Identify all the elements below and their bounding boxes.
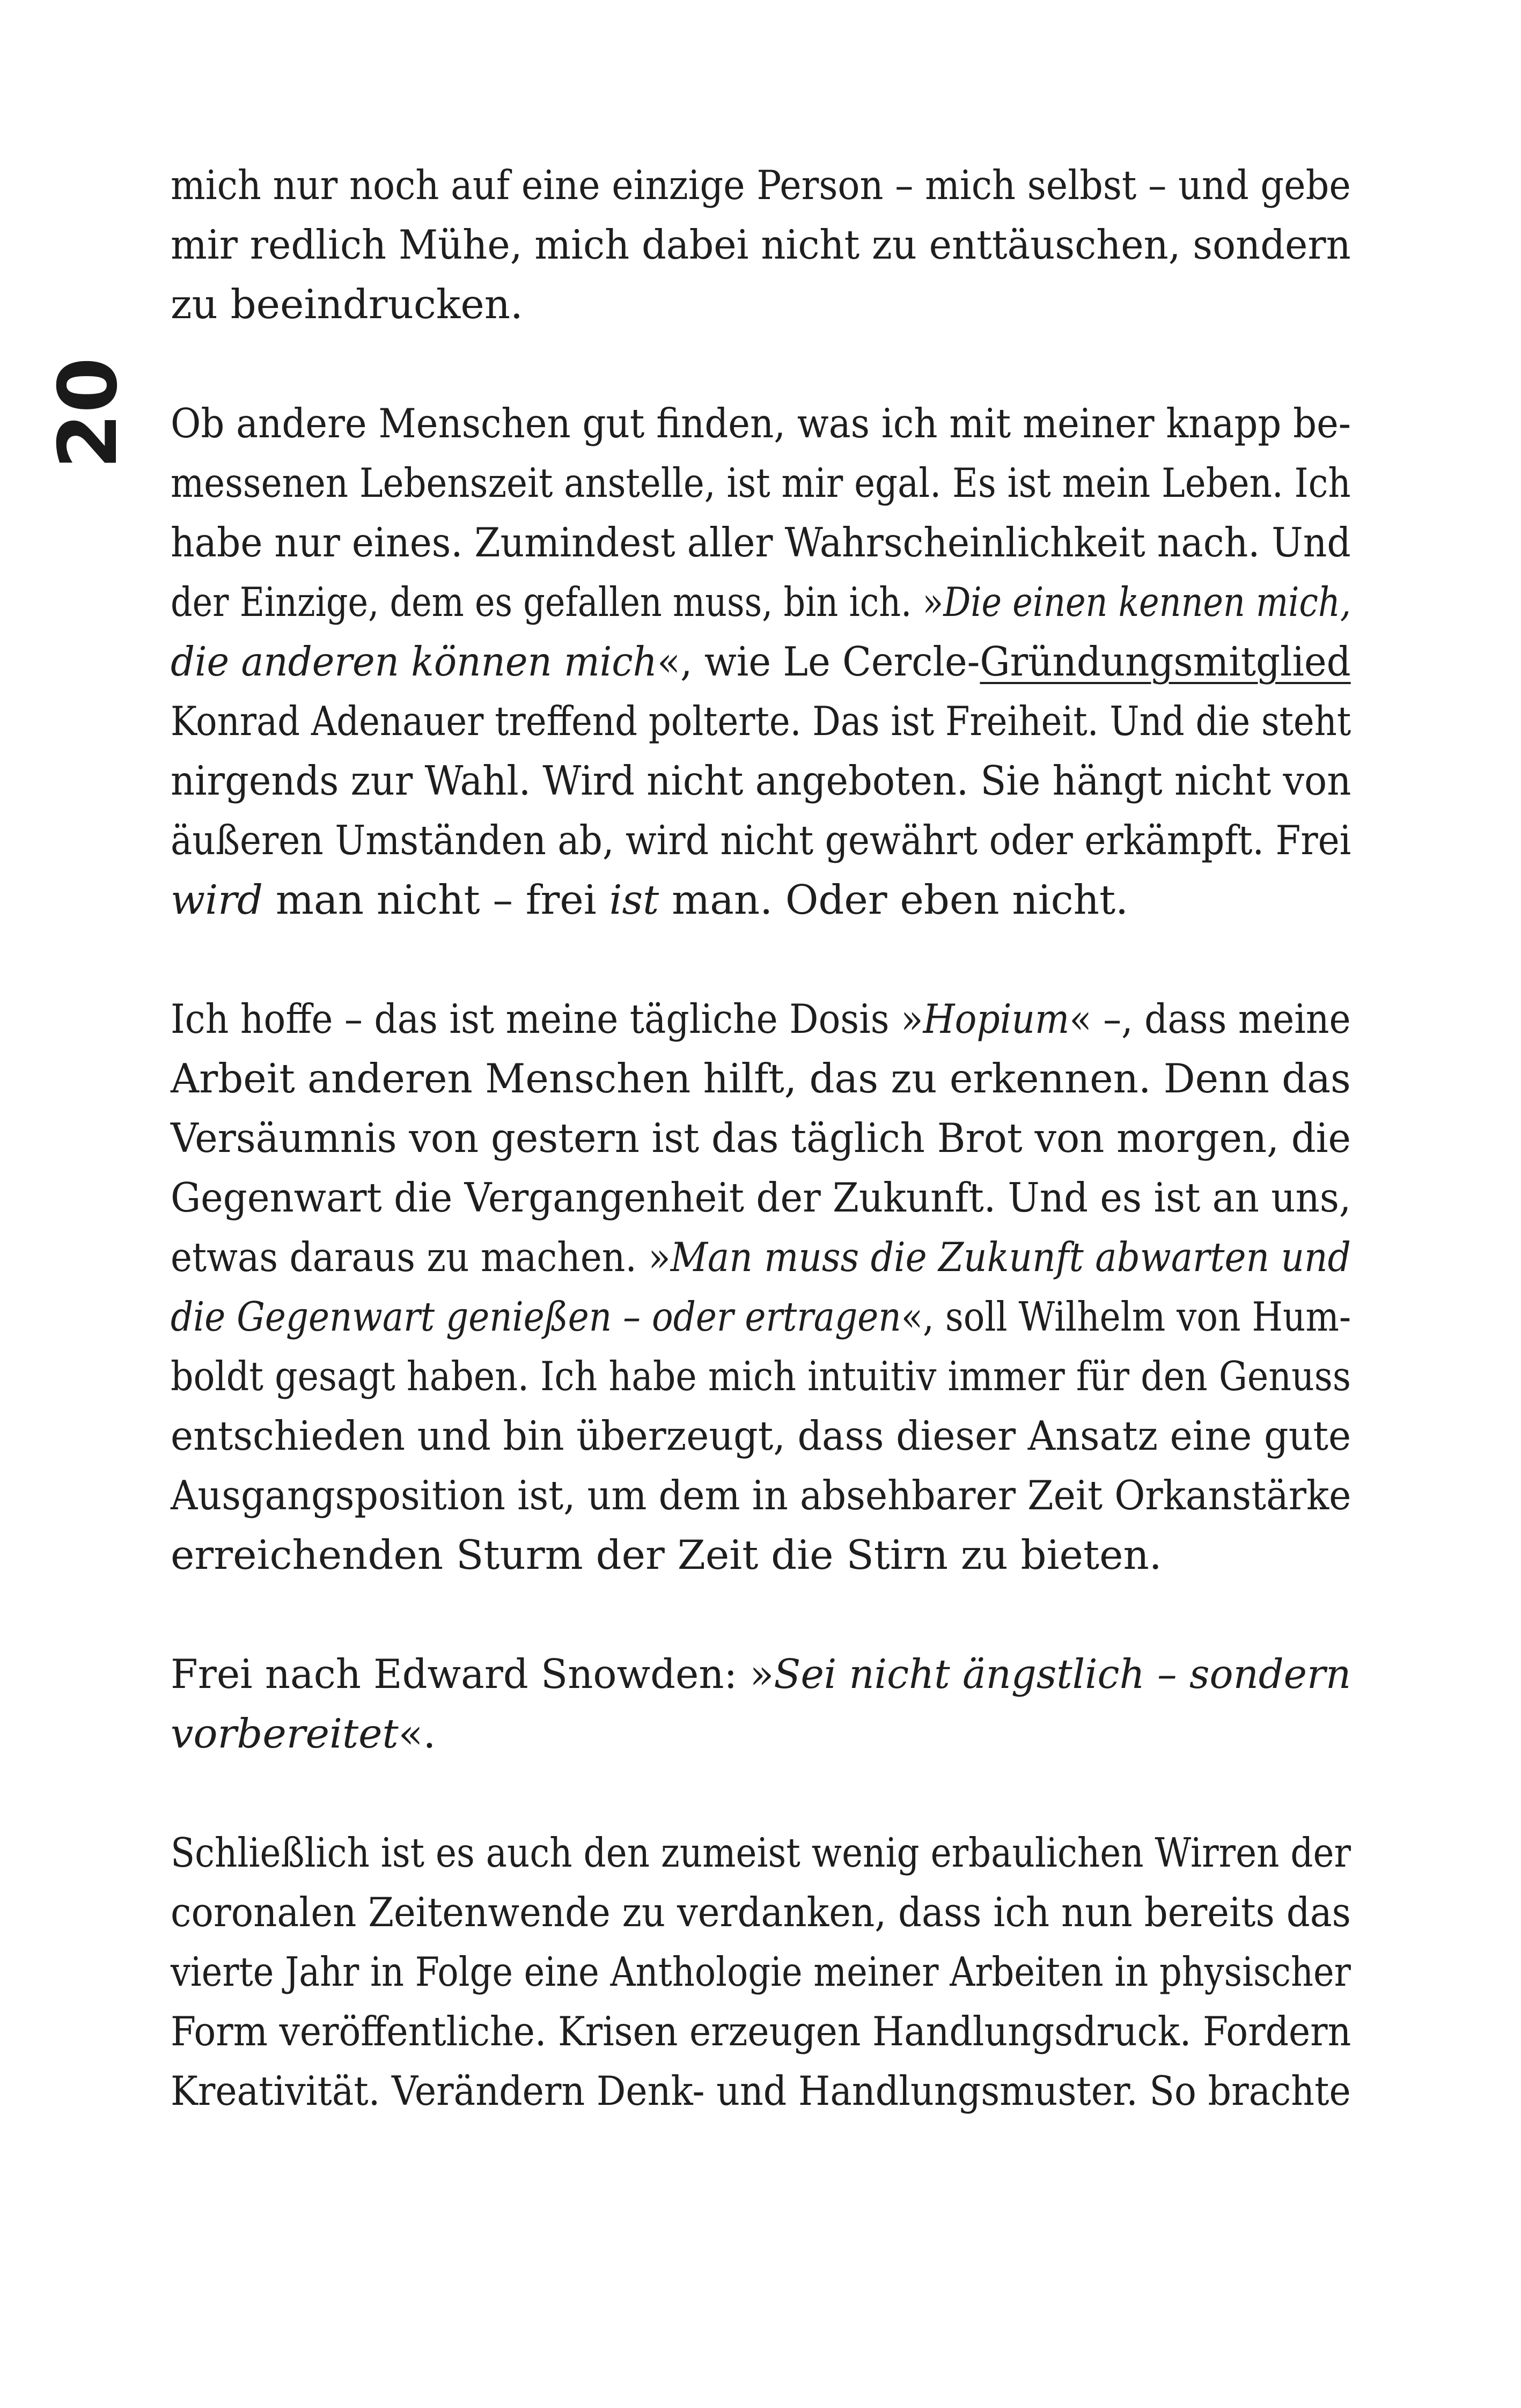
text-line <box>171 394 1351 453</box>
italic-text: wird <box>171 876 263 923</box>
text-line <box>171 1823 1351 1883</box>
text-line <box>171 632 1351 692</box>
text-run: boldt gesagt haben. Ich habe mich intuitiv immer für den Genuss <box>171 1353 1351 1400</box>
text-line <box>171 811 1351 870</box>
text-line <box>171 1645 1351 1704</box>
text-line <box>171 215 1351 275</box>
text-line <box>171 1347 1351 1406</box>
text-run: Frei nach Edward Snowden: » <box>171 1650 774 1698</box>
text-line <box>171 572 1351 632</box>
text-line <box>171 275 1351 334</box>
text-line <box>171 513 1351 572</box>
text-run: Arbeit anderen Menschen hilft, das zu erkennen. Denn das <box>171 1055 1351 1102</box>
paragraph <box>171 989 1351 1585</box>
text-run: zu beeindrucken. <box>171 281 523 328</box>
text-line <box>171 1168 1351 1228</box>
text-line <box>171 156 1351 215</box>
text-line <box>171 1942 1351 2002</box>
text-run: erreichenden Sturm der Zeit die Stirn zu bieten. <box>171 1531 1162 1579</box>
text-run: etwas daraus zu machen. » <box>171 1234 671 1281</box>
text-run: mir redlich Mühe, mich dabei nicht zu enttäuschen, sondern <box>171 221 1351 268</box>
italic-text: Man muss die Zukunft abwarten und <box>670 1234 1351 1281</box>
italic-text: Hopium <box>923 995 1070 1043</box>
italic-text: Sei nicht ängstlich – sondern <box>774 1650 1351 1698</box>
text-run: mich nur noch auf eine einzige Person – mich selbst – und gebe <box>171 161 1351 209</box>
text-run: Ich hoffe – das ist meine tägliche Dosis » <box>171 995 923 1043</box>
text-line <box>171 1228 1351 1287</box>
text-run: man. Oder eben nicht. <box>659 876 1128 923</box>
paragraph <box>171 156 1351 334</box>
text-run: entschieden und bin überzeugt, dass dieser Ansatz eine gute <box>171 1412 1351 1459</box>
text-line <box>171 1049 1351 1108</box>
text-line <box>171 1108 1351 1168</box>
text-run: «, wie Le Cercle- <box>657 638 980 685</box>
text-run: «. <box>398 1710 436 1757</box>
italic-text: ist <box>609 876 659 923</box>
text-line <box>171 1406 1351 1466</box>
text-run: Gegenwart die Vergangenheit der Zukunft. Und es ist an uns, <box>171 1174 1351 1221</box>
text-run: messenen Lebenszeit anstelle, ist mir egal. Es ist mein Leben. Ich <box>171 459 1351 506</box>
italic-text: vorbereitet <box>171 1710 399 1757</box>
italic-text: Die einen kennen mich, <box>943 578 1351 626</box>
text-run: nirgends zur Wahl. Wird nicht angeboten. Sie hängt nicht von <box>171 757 1351 804</box>
text-run: Kreativität. Verändern Denk- und Handlungsmuster. So brachte <box>171 2067 1351 2115</box>
text-run: Ob andere Menschen gut finden, was ich mit meiner knapp be- <box>171 400 1351 447</box>
text-line <box>171 1466 1351 1525</box>
paragraph <box>171 394 1351 930</box>
paragraph <box>171 1645 1351 1764</box>
text-run: Versäumnis von gestern ist das täglich Brot von morgen, die <box>171 1114 1351 1162</box>
text-line <box>171 751 1351 811</box>
text-run: der Einzige, dem es gefallen muss, bin ich. » <box>171 578 944 626</box>
text-run: « –, dass meine <box>1069 995 1351 1043</box>
italic-text: die Gegenwart genießen – oder ertragen <box>171 1293 901 1340</box>
italic-text: die anderen können mich <box>171 638 657 685</box>
text-run: Schließlich ist es auch den zumeist wenig erbaulichen Wirren der <box>171 1829 1351 1876</box>
text-run: man nicht – frei <box>263 876 609 923</box>
text-run: coronalen Zeitenwende zu verdanken, dass ich nun bereits das <box>171 1889 1351 1936</box>
text-line <box>171 1704 1351 1764</box>
text-line <box>171 989 1351 1049</box>
text-line <box>171 2061 1351 2121</box>
text-run: «, soll Wilhelm von Hum- <box>901 1293 1351 1340</box>
text-line <box>171 1883 1351 1942</box>
text-line <box>171 870 1351 930</box>
text-line <box>171 2002 1351 2061</box>
text-line <box>171 453 1351 513</box>
text-run: vierte Jahr in Folge eine Anthologie meiner Arbeiten in physischer <box>171 1948 1351 1995</box>
page-number: 20 <box>42 357 135 469</box>
text-run: Form veröffentliche. Krisen erzeugen Handlungsdruck. Fordern <box>171 2008 1351 2055</box>
text-line <box>171 1287 1351 1347</box>
paragraph <box>171 1823 1351 2121</box>
underlined-text: Gründungsmitglied <box>980 638 1351 685</box>
text-line <box>171 1525 1351 1585</box>
text-line <box>171 692 1351 751</box>
body-text <box>171 156 1351 2181</box>
text-run: habe nur eines. Zumindest aller Wahrscheinlichkeit nach. Und <box>171 519 1351 566</box>
text-run: Konrad Adenauer treffend polterte. Das ist Freiheit. Und die steht <box>171 698 1351 745</box>
text-run: Ausgangsposition ist, um dem in absehbarer Zeit Orkanstärke <box>171 1472 1351 1519</box>
text-run: äußeren Umständen ab, wird nicht gewährt oder erkämpft. Frei <box>171 817 1351 864</box>
